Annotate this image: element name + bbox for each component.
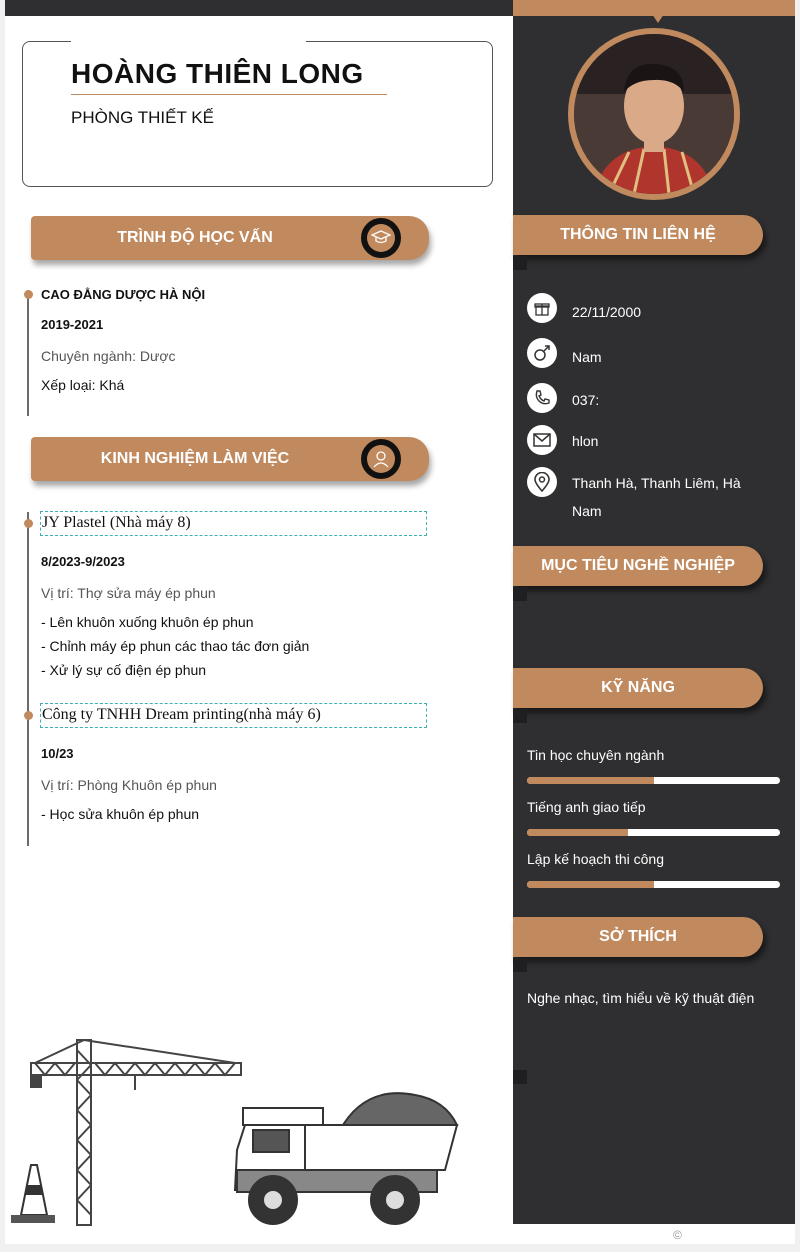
experience-timeline [27,512,29,846]
education-grade: Xếp loại: Khá [41,377,125,393]
job-duty: - Xử lý sự cố điện ép phun [41,662,207,678]
education-major: Chuyên ngành: Dược [41,348,176,364]
gender: Nam [572,349,602,365]
job-position: Vị trí: Thợ sửa máy ép phun [41,585,216,601]
education-period: 2019-2021 [41,317,104,332]
timeline-dot [24,290,33,299]
job-duty: - Chỉnh máy ép phun các thao tác đơn giản [41,638,310,654]
job-period: 10/23 [41,746,74,761]
job-position: Vị trí: Phòng Khuôn ép phun [41,777,217,793]
hobbies-header [513,917,763,957]
birthday: 22/11/2000 [572,304,642,320]
contact-header [513,215,763,255]
contact-title: THÔNG TIN LIÊN HỆ [560,226,716,243]
skill-bar [527,829,780,836]
school-name: CAO ĐẲNG DƯỢC HÀ NỘI [41,287,206,302]
experience-header [31,437,429,481]
address: Thanh Hà, Thanh Liêm, Hà Nam [572,475,741,519]
job-duty: - Lên khuôn xuống khuôn ép phun [41,614,254,630]
timeline-dot [24,711,33,720]
objective-title: MỤC TIÊU NGHỀ NGHIỆP [541,557,735,574]
right-sidebar [513,0,795,1224]
gender-icon [527,338,557,368]
phone: 037: [572,392,600,408]
worker-icon [361,439,401,479]
education-timeline [27,290,29,416]
skill-bar [527,777,780,784]
department: PHÒNG THIẾT KẾ [71,108,214,127]
experience-title: KINH NGHIỆM LÀM VIỆC [100,450,290,467]
timeline-dot [24,519,33,528]
job-period: 8/2023-9/2023 [41,554,125,569]
hobbies-text: Nghe nhạc, tìm hiểu về kỹ thuật điện [527,990,755,1006]
job-duty: - Học sửa khuôn ép phun [41,806,200,822]
name-underline [71,94,387,95]
skill-label: Tin học chuyên ngành [527,747,665,763]
gift-icon [527,293,557,323]
skills-header [513,668,763,708]
profile-photo [574,34,734,194]
construction-illustration [5,1030,475,1230]
copyright-mark: © [673,1228,682,1242]
candidate-name: HOÀNG THIÊN LONG [71,58,364,89]
location-icon [527,467,557,497]
cv-page [5,0,795,1244]
company-name: JY Plastel (Nhà máy 8) [40,511,427,536]
phone-icon [527,383,557,413]
skill-label: Lập kế hoạch thi công [527,851,664,867]
skill-label: Tiếng anh giao tiếp [527,799,646,815]
company-name: Công ty TNHH Dream printing(nhà máy 6) [40,703,427,728]
graduation-cap-icon [361,218,401,258]
email: hlon [572,433,599,449]
skill-bar [527,881,780,888]
hobbies-title: SỞ THÍCH [599,928,677,945]
education-header [31,216,429,260]
avatar [568,28,740,200]
education-title: TRÌNH ĐỘ HỌC VẤN [117,229,273,246]
objective-header [513,546,763,586]
top-bar [5,0,515,16]
skills-title: KỸ NĂNG [601,679,675,696]
email-icon [527,425,557,455]
name-box [22,41,493,187]
